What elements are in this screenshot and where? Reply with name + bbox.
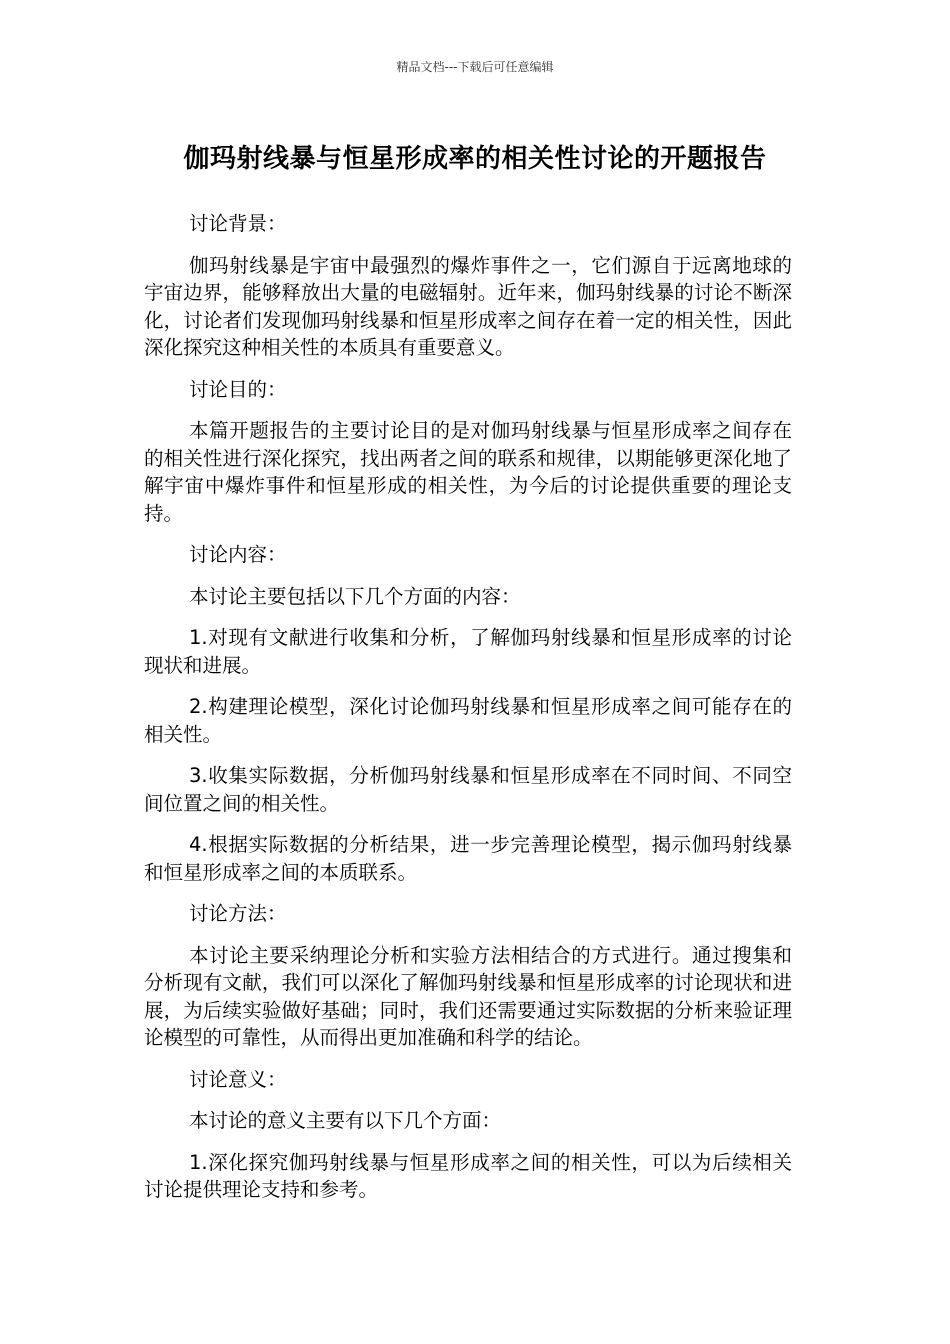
paragraph-significance-intro: 本讨论的意义主要有以下几个方面： (189, 1109, 502, 1132)
document-title: 伽玛射线暴与恒星形成率的相关性讨论的开题报告 (183, 144, 767, 174)
section-heading-method: 讨论方法： (189, 902, 287, 925)
list-item-content-1: 1.对现有文献进行收集和分析，了解伽玛射线暴和恒星形成率的讨论现状和进展。 (144, 626, 792, 677)
section-heading-purpose: 讨论目的： (189, 377, 287, 401)
list-item-significance-1: 1.深化探究伽玛射线暴与恒星形成率之间的相关性，可以为后续相关讨论提供理论支持和参考。 (144, 1150, 792, 1201)
section-heading-significance: 讨论意义： (189, 1067, 287, 1091)
list-item-content-2: 2.构建理论模型，深化讨论伽玛射线暴和恒星形成率之间可能存在的相关性。 (144, 695, 792, 746)
paragraph-method: 本讨论主要采纳理论分析和实验方法相结合的方式进行。通过搜集和分析现有文献，我们可以深化了解伽玛射线暴和恒星形成率的讨论现状和进展，为后续实验做好基础；同时，我们还需要通过实际数据的分析来验证理论模型的可靠性，从而得出更加准确和科学的结论。 (144, 943, 792, 1049)
section-heading-background: 讨论背景： (189, 212, 287, 235)
list-item-content-4: 4.根据实际数据的分析结果，进一步完善理论模型，揭示伽玛射线暴和恒星形成率之间的本质联系。 (144, 833, 792, 884)
header-note: 精品文档---下载后可任意编辑 (396, 60, 554, 74)
paragraph-content-intro: 本讨论主要包括以下几个方面的内容： (189, 584, 521, 608)
paragraph-purpose: 本篇开题报告的主要讨论目的是对伽玛射线暴与恒星形成率之间存在的相关性进行深化探究，找出两者之间的联系和规律，以期能够更深化地了解宇宙中爆炸事件和恒星形成的相关性，为今后的讨论提供重要的理论支持。 (144, 419, 792, 525)
document-body (144, 210, 792, 1218)
paragraph-background: 伽玛射线暴是宇宙中最强烈的爆炸事件之一，它们源自于远离地球的宇宙边界，能够释放出大量的电磁辐射。近年来，伽玛射线暴的讨论不断深化，讨论者们发现伽玛射线暴和恒星形成率之间存在着一定的相关性，因此深化探究这种相关性的本质具有重要意义。 (144, 253, 792, 359)
section-heading-content: 讨论内容： (189, 543, 287, 566)
list-item-content-3: 3.收集实际数据，分析伽玛射线暴和恒星形成率在不同时间、不同空间位置之间的相关性。 (144, 764, 792, 815)
